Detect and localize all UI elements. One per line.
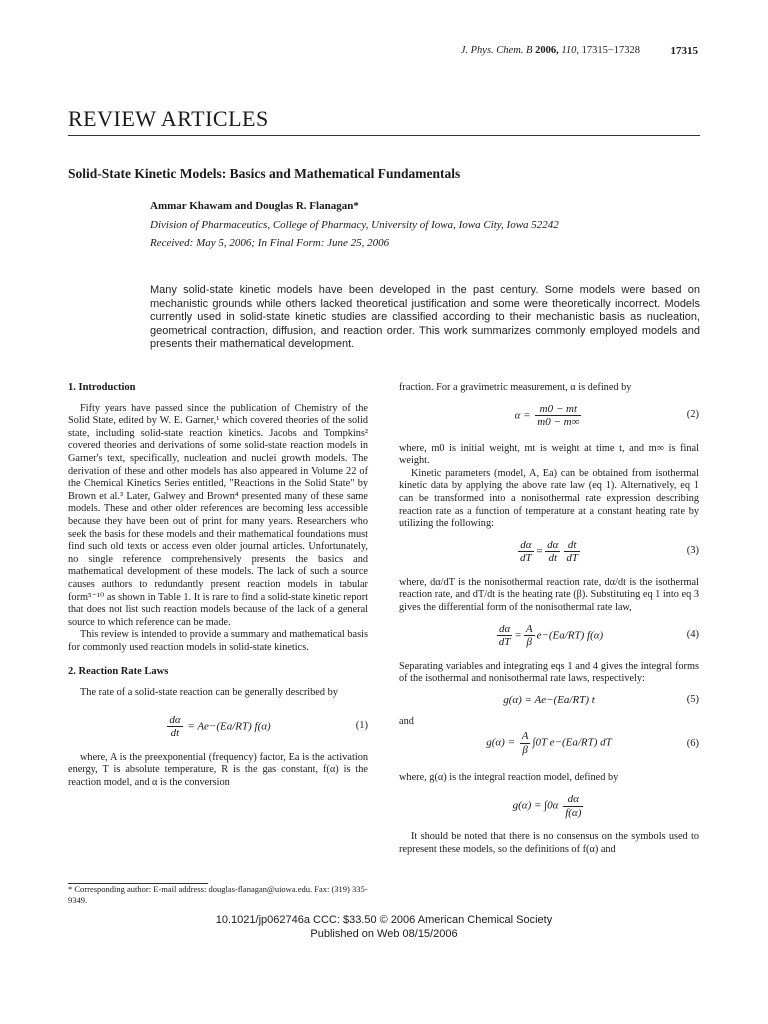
heading-rule	[68, 135, 700, 136]
eq6-number: (6)	[686, 738, 699, 750]
right-paragraph-5: Separating variables and integrating eqs 1 and 4 gives the integral forms of the isothermal and nonisothermal rate laws, respectively:	[399, 660, 699, 685]
section-introduction-heading: 1. Introduction	[68, 382, 136, 393]
eq2-number: (2)	[686, 408, 699, 420]
authors: Ammar Khawam and Douglas R. Flanagan*	[150, 200, 359, 212]
equation-1	[68, 700, 368, 752]
right-paragraph-6: where, g(α) is the integral reaction model, defined by	[399, 772, 619, 784]
eq7-numerator: dα	[563, 793, 583, 807]
eq4-lhs-numerator: dα	[497, 623, 513, 637]
eq6-rhs: ∫0T e−(Ea/RT) dT	[532, 736, 612, 749]
intro-paragraph-1: Fifty years have passed since the publication of Chemistry of the Solid State, edited by W. E. Garner,¹ which covered theories of the solid state, including solid-state reaction kinetics. Jacobs and Tompkins² covered theories and derivations of some solid-state reaction models in Garner's text, specifically, nucleation and nuclei growth models. The derivation of these and other models has also appeared in Volume 22 of the Chemical Kinetics Series entitled, "Reactions in the Solid State" by Brown et al.³ Later, Galwey and Brown⁴ presented many of these same models. These and other older references are becoming less accessible because they have been out of print for many years. Researchers who seek the basis for these models and their mathematical foundations must find such old texts or access even older journal articles. Unfortunately, no single reference comprehensively presents the basics and mathematical development of these models. The lack of such a source causes authors to redundantly present reaction models in tabular form⁵⁻¹⁰ as shown in Table 1. It is rare to find a solid-state kinetic report that does not list such reaction models because of the lack of a general source to which reference can be made.	[68, 402, 368, 628]
eq4-mid-numerator: A	[525, 622, 533, 635]
corresponding-author-footnote: * Corresponding author: E-mail address: douglas-flanagan@uiowa.edu. Fax: (319) 335-9349.	[68, 884, 368, 905]
eq1-number: (1)	[355, 719, 368, 731]
equation-7	[399, 785, 699, 831]
eq3-c-denominator: dT	[566, 552, 578, 565]
right-paragraph-2: where, m0 is initial weight, mt is weight at time t, and m∞ is final weight.	[399, 442, 699, 467]
journal-year: 2006,	[535, 45, 559, 56]
journal-volume: 110,	[561, 45, 579, 56]
intro-paragraph-2: This review is intended to provide a summary and mathematical basis for commonly used reaction models in solid-state kinetics.	[68, 629, 368, 653]
left-column	[68, 382, 368, 789]
eq3-a-numerator: dα	[518, 539, 534, 553]
eq1-lhs-denominator: dt	[170, 727, 180, 740]
eq2-denominator: m0 − m∞	[537, 416, 580, 429]
eq1-rhs: = Ae−(Ea/RT) f(α)	[187, 720, 271, 733]
right-paragraph-3: Kinetic parameters (model, A, Ea) can be obtained from isothermal kinetic data by applying the above rate law (eq 1). Alternatively, eq 1 can be transformed into a nonisothermal rate expression describing reaction rate as a function of temperature at a constant heating rate by utilizing the following:	[399, 467, 699, 530]
eq4-rhs: e−(Ea/RT) f(α)	[536, 629, 604, 642]
rate-laws-paragraph-1: The rate of a solid-state reaction can be generally described by	[80, 687, 338, 699]
eq5-body: g(α) = Ae−(Ea/RT) t	[503, 693, 595, 706]
rate-laws-paragraph-2: where, A is the preexponential (frequency) factor, Ea is the activation energy, T is absolute temperature, R is the gas constant, f(α) is the reaction model, and α is the conversion	[68, 751, 368, 788]
right-paragraph-1: fraction. For a gravimetric measurement, α is defined by	[399, 382, 632, 393]
eq6-lhs: g(α) =	[486, 736, 515, 749]
eq3-number: (3)	[686, 544, 699, 556]
eq3-a-denominator: dT	[520, 552, 532, 565]
eq3-b-denominator: dt	[548, 552, 557, 565]
eq6-numerator: A	[521, 730, 529, 743]
right-column	[399, 382, 699, 856]
equation-2	[399, 395, 699, 443]
equation-4: $\frac{d\alpha}{dT}$ = $\frac{A}{\beta}$ e−(Ea/RT) f(α) (4)	[498, 622, 699, 649]
section-rate-laws-heading: 2. Reaction Rate Laws	[68, 666, 169, 678]
eq5-number: (5)	[686, 693, 699, 705]
eq4-lhs-denominator: dT	[498, 636, 511, 649]
eq6-denominator: β	[522, 743, 528, 756]
eq1-lhs-numerator: dα	[169, 713, 181, 726]
equation-5	[399, 686, 699, 716]
eq3-b-numerator: dα	[547, 538, 559, 551]
right-and: and	[399, 715, 414, 727]
page-number: 17315	[670, 45, 698, 57]
section-heading: REVIEW ARTICLES	[68, 106, 269, 131]
journal-name: J. Phys. Chem. B	[460, 45, 533, 56]
affiliation: Division of Pharmaceutics, College of Pharmacy, University of Iowa, Iowa City, Iowa 52242	[150, 219, 559, 231]
eq7-lhs: g(α) = ∫0α	[512, 799, 559, 812]
right-paragraph-4: where, dα/dT is the nonisothermal reaction rate, dα/dt is the isothermal reaction rate, and dT/dt is the heating rate (β). Substituting eq 1 into eq 3 gives the differential form of the nonisothermal rate law,	[399, 576, 699, 613]
equation-3: $\frac{d\alpha}{dT}$ = $\frac{d\alpha}{dt}$ $\frac{dt}{dT}$ (3)	[520, 538, 699, 565]
abstract: Many solid-state kinetic models have been developed in the past century. Some models were based on mechanistic grounds while others lacked theoretical justification and some were theoretically incorrect. Models currently used in solid-state kinetic studies are classified according to their mechanistic basis as nucleation, geometrical contraction, diffusion, and reaction order. This work summarizes commonly employed models and presents their mathematical development.	[150, 284, 700, 351]
eq2-numerator: m0 − mt	[535, 403, 581, 417]
right-paragraph-7: It should be noted that there is no consensus on the symbols used to represent these models, so the definitions of f(α) and	[399, 830, 699, 855]
equation-6	[399, 728, 699, 772]
published-date: Published on Web 08/15/2006	[310, 928, 458, 940]
eq7-denominator: f(α)	[565, 806, 582, 819]
eq4-mid-denominator: β	[526, 636, 532, 649]
journal-pages: 17315−17328	[581, 45, 640, 56]
doi-copyright: 10.1021/jp062746a CCC: $33.50 © 2006 American Chemical Society	[215, 914, 553, 926]
journal-citation	[0, 45, 640, 56]
eq3-c-numerator: dt	[564, 539, 580, 553]
eq4-number: (4)	[686, 628, 699, 640]
received-dates: Received: May 5, 2006; In Final Form: June 25, 2006	[150, 237, 390, 249]
eq2-lhs: α =	[514, 409, 531, 422]
paper-title: Solid-State Kinetic Models: Basics and Mathematical Fundamentals	[68, 166, 461, 181]
